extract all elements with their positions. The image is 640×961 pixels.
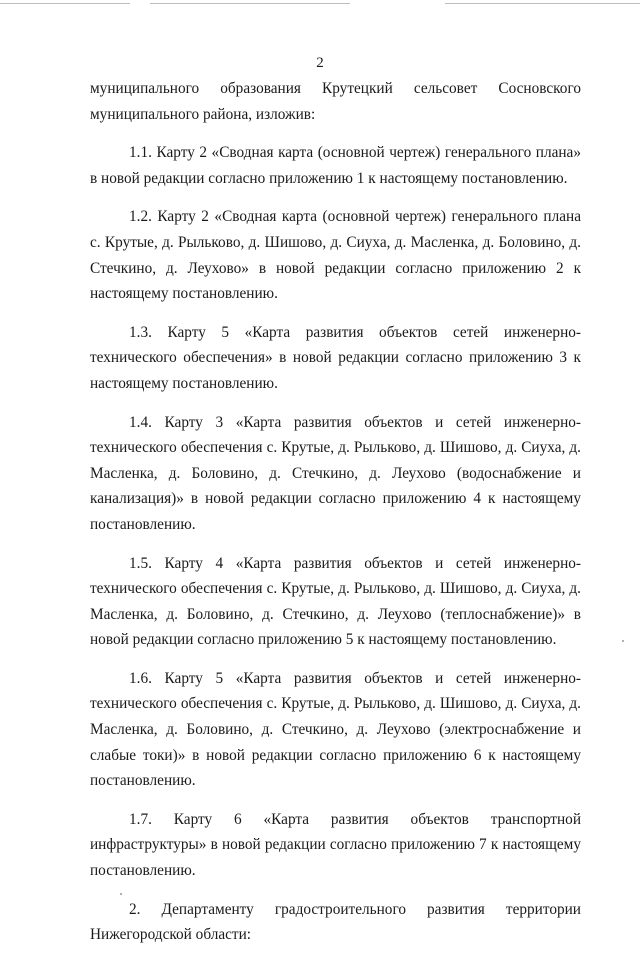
paragraph-1-2: 1.2. Карту 2 «Сводная карта (основной чертеж) генерального плана с. Крутые, д. Рыльково, д. Шишово, д. Сиуха, д. Масленка, д. Боловино, д. Стечкино, д. Леухово» в новой редакции согласно приложению 2 к настоящему постановлению. bbox=[90, 208, 581, 303]
scan-speck bbox=[120, 893, 122, 895]
scan-edge-rule bbox=[150, 3, 350, 4]
paragraph-intro-continuation: муниципального образования Крутецкий сельсовет Сосновского муниципального района, изложив: bbox=[90, 80, 581, 123]
scan-edge-rule bbox=[0, 3, 130, 4]
document-body bbox=[90, 76, 581, 961]
scan-edge-rule bbox=[445, 3, 640, 4]
scan-speck bbox=[622, 640, 624, 642]
paragraph-1-5: 1.5. Карту 4 «Карта развития объектов и сетей инженерно-технического обеспечения с. Крутые, д. Рыльково, д. Шишово, д. Сиуха, д. Масленка, д. Боловино, д. Стечкино, д. Леухово (теплоснабжение)» в новой редакции согласно приложению 5 к настоящему постановлению. bbox=[90, 554, 581, 649]
paragraph-2: 2. Департаменту градостроительного развития территории Нижегородской области: bbox=[90, 900, 581, 944]
paragraph-1-7: 1.7. Карту 6 «Карта развития объектов транспортной инфраструктуры» в новой редакции согласно приложению 7 к настоящему постановлению. bbox=[90, 810, 581, 880]
paragraph-1-6: 1.6. Карту 5 «Карта развития объектов и сетей инженерно-технического обеспечения с. Крутые, д. Рыльково, д. Шишово, д. Сиуха, д. Масленка, д. Боловино, д. Стечкино, д. Леухово (электроснабжение и слабые токи)» в новой редакции согласно приложению 6 к настоящему постановлению. bbox=[90, 669, 581, 790]
paragraph-1-1: 1.1. Карту 2 «Сводная карта (основной чертеж) генерального плана» в новой редакции согласно приложению 1 к настоящему постановлению. bbox=[90, 144, 581, 187]
paragraph-1-3: 1.3. Карту 5 «Карта развития объектов сетей инженерно-технического обеспечения» в новой редакции согласно приложению 3 к настоящему постановлению. bbox=[90, 323, 581, 392]
paragraph-1-4: 1.4. Карту 3 «Карта развития объектов и сетей инженерно-технического обеспечения с. Крутые, д. Рыльково, д. Шишово, д. Сиуха, д. Масленка, д. Боловино, д. Стечкино, д. Леухово (водоснабжение и канализация)» в новой редакции согласно приложению 4 к настоящему постановлению. bbox=[90, 413, 581, 533]
page-number: 2 bbox=[316, 55, 324, 71]
